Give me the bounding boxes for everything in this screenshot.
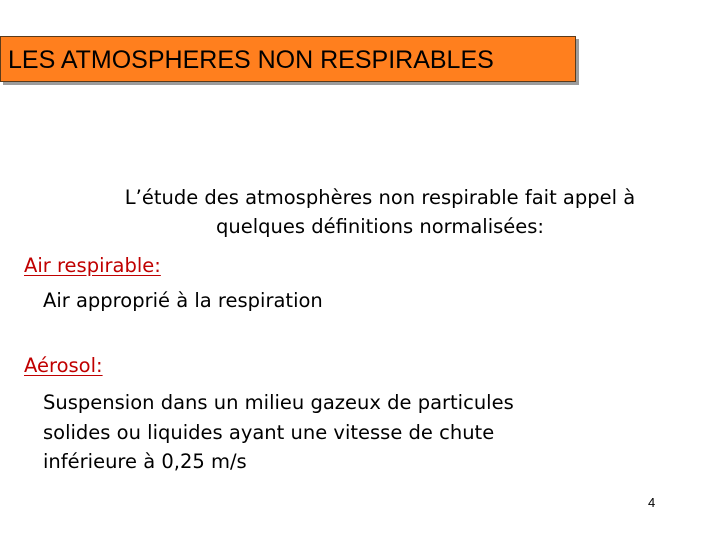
slide-title-box: [0, 36, 576, 82]
term-aerosol: Aérosol:: [24, 354, 103, 377]
slide-title: LES ATMOSPHERES NON RESPIRABLES: [8, 46, 494, 74]
definition-air-respirable: [43, 286, 323, 316]
definition-line: solides ou liquides ayant une vitesse de chute: [43, 420, 495, 444]
term-air-respirable: Air respirable:: [24, 254, 161, 277]
intro-line: L’étude des atmosphères non respirable fait appel à: [124, 186, 636, 209]
definition-line: Air approprié à la respiration: [43, 289, 323, 312]
definition-line: inférieure à 0,25 m/s: [43, 450, 247, 473]
page-number: 4: [648, 495, 656, 510]
definition-aerosol: [43, 388, 514, 477]
intro-paragraph: [60, 183, 700, 241]
definition-line: Suspension dans un milieu gazeux de particules: [43, 391, 514, 414]
intro-line: quelques définitions normalisées:: [215, 215, 544, 238]
